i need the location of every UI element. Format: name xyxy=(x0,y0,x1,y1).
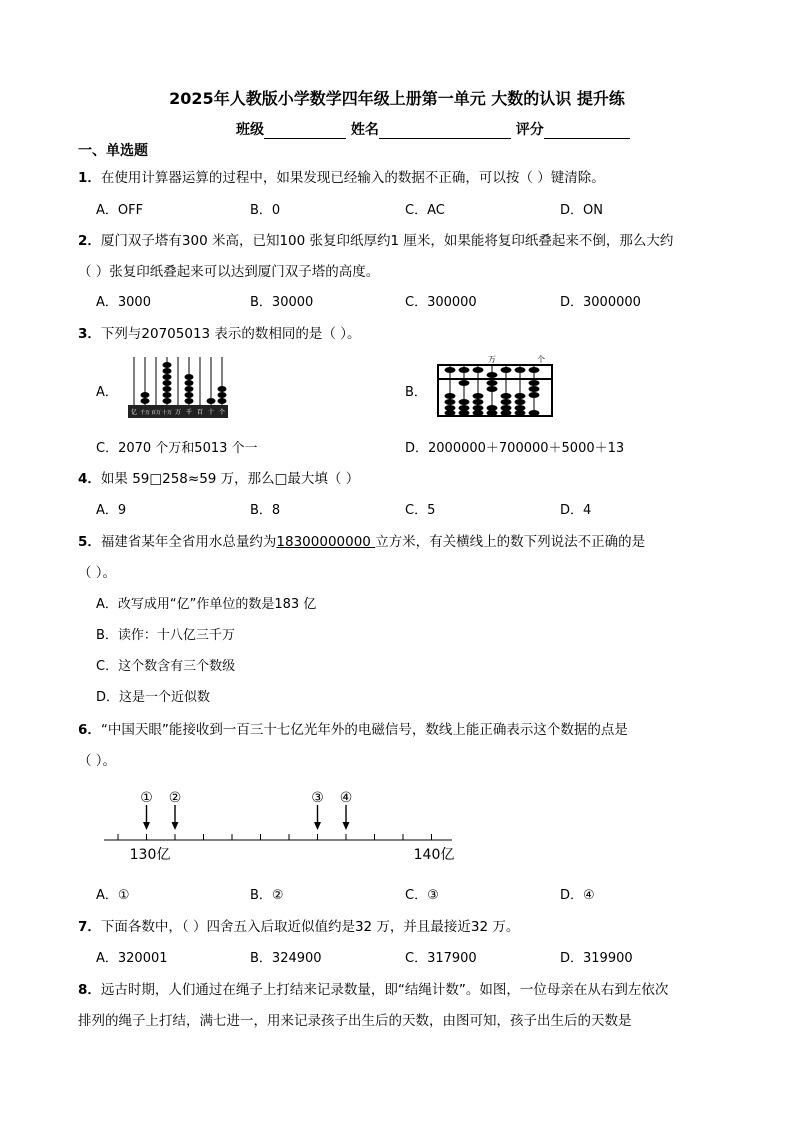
question-5-line2: （ ）。 xyxy=(78,565,117,581)
question-6: 6．“中国天眼”能接收到一百三十七亿光年外的电磁信号，数线上能正确表示这个数据的点是 xyxy=(78,722,628,738)
q2-option-a: A．3000 xyxy=(96,295,151,310)
q7-option-c: C．317900 xyxy=(405,951,477,966)
q1-option-c: C．AC xyxy=(405,203,445,218)
svg-text:个: 个 xyxy=(537,355,545,364)
rod-abacus-image xyxy=(128,355,228,420)
number-line-figure xyxy=(100,785,460,865)
score-label: 评分 xyxy=(515,122,544,138)
q2-option-c: C．300000 xyxy=(405,295,477,310)
question-4: 4．如果 59□258≈59 万，那么□最大填（ ） xyxy=(78,471,360,487)
marker-1: ① xyxy=(140,790,153,806)
svg-text:十: 十 xyxy=(207,409,215,416)
marker-3: ③ xyxy=(311,790,324,806)
q7-option-a: A．320001 xyxy=(96,951,168,966)
q3-option-d: D．2000000＋700000＋5000＋13 xyxy=(405,441,625,456)
start-label: 130亿 xyxy=(129,847,171,863)
marker-4: ④ xyxy=(339,790,353,806)
name-label: 姓名 xyxy=(350,122,379,138)
q3-option-c: C．2070 个万和5013 个一 xyxy=(96,441,258,456)
svg-text:亿: 亿 xyxy=(130,409,138,416)
q5-option-b: B．读作：十八亿三千万 xyxy=(96,628,235,643)
svg-text:千: 千 xyxy=(185,409,193,416)
svg-text:千万: 千万 xyxy=(139,410,151,416)
q5-option-d: D．这是一个近似数 xyxy=(96,690,211,705)
svg-text:万: 万 xyxy=(488,355,496,364)
question-1: 1．在使用计算器运算的过程中，如果发现已经输入的数据不正确，可以按（ ）键清除。 xyxy=(78,170,605,186)
marker-2: ② xyxy=(168,790,182,806)
svg-text:百万: 百万 xyxy=(150,410,162,416)
question-5: 5．福建省某年全省用水总量约为18300000000 立方米，有关横线上的数下列说法不正确的是 xyxy=(78,534,646,550)
q7-option-d: D．319900 xyxy=(560,951,633,966)
svg-text:百: 百 xyxy=(196,409,204,416)
q1-option-d: D．ON xyxy=(560,203,603,218)
q5-option-c: C．这个数含有三个数级 xyxy=(96,659,236,674)
question-8-line2: 排列的绳子上打结，满七进一，用来记录孩子出生后的天数，由图可知，孩子出生后的天数是 xyxy=(78,1013,632,1029)
q6-option-d: D．④ xyxy=(560,888,595,903)
q6-option-b: B．② xyxy=(250,888,284,903)
name-blank xyxy=(379,124,511,139)
student-info-line xyxy=(236,119,630,139)
end-label: 140亿 xyxy=(413,847,455,863)
q1-option-a: A．OFF xyxy=(96,203,144,218)
question-8: 8．远古时期，人们通过在绳子上打结来记录数量，即“结绳计数”。如图，一位母亲在从右到左依次 xyxy=(78,982,669,998)
svg-text:万: 万 xyxy=(174,409,182,416)
suanpan-abacus-image xyxy=(435,352,555,420)
question-6-line2: （ ）。 xyxy=(78,753,117,769)
svg-text:个: 个 xyxy=(218,409,226,416)
class-blank xyxy=(264,124,346,139)
question-7: 7．下面各数中，（ ）四舍五入后取近似值约是32 万，并且最接近32 万。 xyxy=(78,919,520,935)
q1-option-b: B．0 xyxy=(250,203,281,218)
page-title: 2025年人教版小学数学四年级上册第一单元 大数的认识 提升练 xyxy=(169,89,625,108)
q2-option-d: D．3000000 xyxy=(560,295,641,310)
q4-option-c: C．5 xyxy=(405,503,436,518)
q4-option-a: A．9 xyxy=(96,503,127,518)
q3-option-a: A． xyxy=(96,385,118,400)
svg-text:十万: 十万 xyxy=(161,410,173,416)
q3-option-b: B． xyxy=(405,385,427,400)
q4-option-b: B．8 xyxy=(250,503,281,518)
q6-option-c: C．③ xyxy=(405,888,439,903)
underlined-number: 18300000000 xyxy=(276,534,376,550)
q7-option-b: B．324900 xyxy=(250,951,322,966)
question-2-line2: （ ）张复印纸叠起来可以达到厦门双子塔的高度。 xyxy=(78,264,380,280)
question-3: 3．下列与20705013 表示的数相同的是（ ）。 xyxy=(78,326,361,342)
q4-option-d: D．4 xyxy=(560,503,592,518)
q5-option-a: A．改写成用“亿”作单位的数是183 亿 xyxy=(96,597,317,612)
section-heading: 一、单选题 xyxy=(78,143,148,159)
score-blank xyxy=(544,124,630,139)
q6-option-a: A．① xyxy=(96,888,130,903)
class-label: 班级 xyxy=(236,122,264,138)
question-2: 2．厦门双子塔有300 米高，已知100 张复印纸厚约1 厘米，如果能将复印纸叠起来不倒，那么大约 xyxy=(78,233,674,249)
q2-option-b: B．30000 xyxy=(250,295,314,310)
